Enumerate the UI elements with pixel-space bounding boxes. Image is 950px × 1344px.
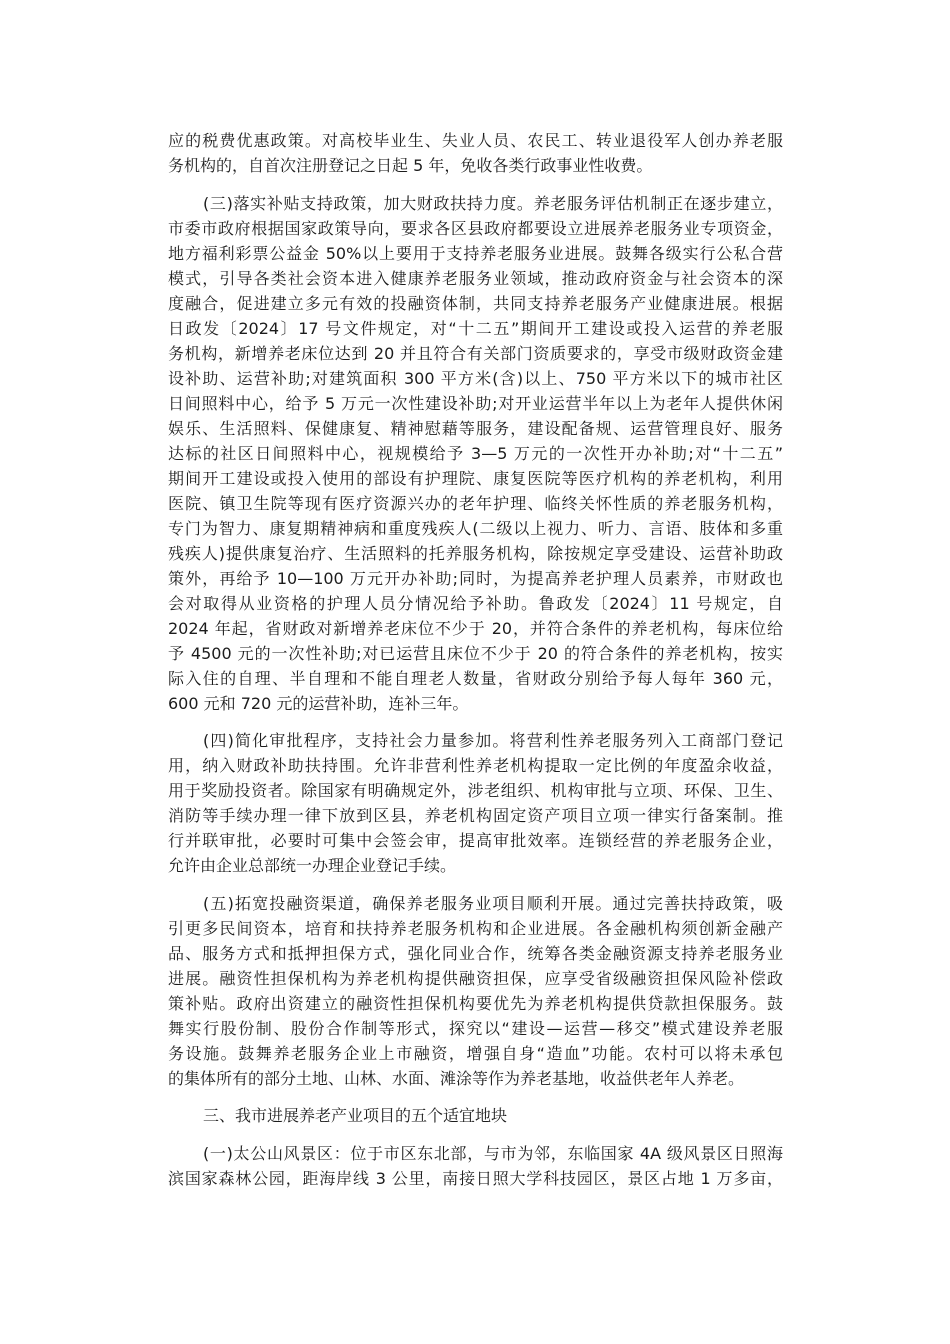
text-line: (五)拓宽投融资渠道，确保养老服务业项目顺利开展。通过完善扶持政策，吸: [203, 893, 783, 913]
text-line: 引更多民间资本，培育和扶持养老服务机构和企业进展。各金融机构须创新金融产: [168, 918, 783, 938]
text-line: (四)简化审批程序，支持社会力量参加。将营利性养老服务列入工商部门登记: [203, 731, 783, 750]
text-line: 地方福利彩票公益金 50%以上要用于支持养老服务业进展。鼓舞各级实行公私合营: [168, 243, 783, 263]
text-line: 务设施。鼓舞养老服务企业上市融资，增强自身“造血”功能。农村可以将未承包: [168, 1043, 783, 1063]
text-line: 进展。融资性担保机构为养老机构提供融资担保，应享受省级融资担保风险补偿政: [168, 968, 783, 988]
text-line: 际入住的自理、半自理和不能自理老人数量，省财政分别给予每人每年 360 元，: [168, 668, 783, 688]
text-line: 专门为智力、康复期精神病和重度残疾人(二级以上视力、听力、言语、肢体和多重: [168, 518, 783, 538]
text-line: 品、服务方式和抵押担保方式，强化同业合作，统筹各类金融资源支持养老服务业: [168, 943, 783, 963]
text-line: 策补贴。政府出资建立的融资性担保机构要优先为养老机构提供贷款担保服务。鼓: [168, 993, 783, 1013]
text-line: 2024 年起，省财政对新增养老床位不少于 20，并符合条件的养老机构，每床位给: [168, 618, 783, 638]
text-line: 策外，再给予 10—100 万元开办补助;同时，为提高养老护理人员素养，市财政也: [168, 568, 783, 588]
text-line: 模式，引导各类社会资本进入健康养老服务业领域，推动政府资金与社会资本的深: [168, 268, 783, 288]
paragraph: [168, 128, 783, 178]
section-heading: [168, 1103, 783, 1128]
text-line: 行并联审批，必要时可集中会签会审，提高审批效率。连锁经营的养老服务企业，: [168, 831, 783, 850]
text-line: 达标的社区日间照料中心，视规模给予 3—5 万元的一次性开办补助;对“十二五”: [168, 443, 783, 463]
text-line: 设补助、运营补助;对建筑面积 300 平方米(含)以上、750 平方米以下的城市社区: [168, 368, 783, 388]
text-line: 消防等手续办理一律下放到区县，养老机构固定资产项目立项一律实行备案制。推: [168, 806, 783, 825]
text-line: 舞实行股份制、股份合作制等形式，探究以“建设—运营—移交”模式建设养老服: [168, 1018, 783, 1038]
text-line: 应的税费优惠政策。对高校毕业生、失业人员、农民工、转业退役军人创办养老服: [168, 131, 783, 150]
text-line: 用于奖励投资者。除国家有明确规定外，涉老组织、机构审批与立项、环保、卫生、: [168, 781, 783, 800]
paragraph: [168, 1141, 783, 1191]
text-line: 日政发〔2024〕17 号文件规定，对“十二五”期间开工建设或投入运营的养老服: [168, 318, 783, 338]
text-line: 用，纳入财政补助扶持围。允许非营利性养老机构提取一定比例的年度盈余收益，: [168, 756, 783, 775]
text-line: 的集体所有的部分土地、山林、水面、滩涂等作为养老基地，收益供老年人养老。: [168, 1068, 745, 1088]
text-line: 600 元和 720 元的运营补助，连补三年。: [168, 693, 469, 713]
document-body: [168, 128, 783, 1203]
paragraph: [168, 728, 783, 878]
text-line: (三)落实补贴支持政策，加大财政扶持力度。养老服务评估机制正在逐步建立，: [203, 193, 783, 213]
text-line: 残疾人)提供康复治疗、生活照料的托养服务机构，除按规定享受建设、运营补助政: [168, 543, 783, 563]
text-line: 娱乐、生活照料、保健康复、精神慰藉等服务，建设配备规、运营管理良好、服务: [168, 418, 783, 438]
text-line: 滨国家森林公园，距海岸线 3 公里，南接日照大学科技园区，景区占地 1 万多亩，: [168, 1168, 783, 1188]
text-line: 务机构，新增养老床位达到 20 并且符合有关部门资质要求的，享受市级财政资金建: [168, 343, 783, 363]
text-line: 市委市政府根据国家政策导向，要求各区县政府都要设立进展养老服务业专项资金，: [168, 218, 783, 238]
text-line: 会对取得从业资格的护理人员分情况给予补助。鲁政发〔2024〕11 号规定，自: [168, 593, 783, 613]
text-line: 三、我市进展养老产业项目的五个适宜地块: [203, 1106, 508, 1125]
text-line: 度融合，促进建立多元有效的投融资体制，共同支持养老服务产业健康进展。根据: [168, 293, 783, 313]
text-line: 期间开工建设或投入使用的部设有护理院、康复医院等医疗机构的养老机构，利用: [168, 468, 783, 488]
text-line: (一)太公山风景区：位于市区东北部，与市为邻，东临国家 4A 级风景区日照海: [203, 1143, 783, 1163]
text-line: 医院、镇卫生院等现有医疗资源兴办的老年护理、临终关怀性质的养老服务机构，: [168, 493, 783, 513]
text-line: 务机构的，自首次注册登记之日起 5 年，免收各类行政事业性收费。: [168, 156, 653, 175]
text-line: 予 4500 元的一次性补助;对已运营且床位不少于 20 的符合条件的养老机构，按实: [168, 643, 783, 663]
text-line: 日间照料中心，给予 5 万元一次性建设补助;对开业运营半年以上为老年人提供休闲: [168, 393, 783, 413]
text-line: 允许由企业总部统一办理企业登记手续。: [168, 856, 457, 875]
paragraph: [168, 891, 783, 1091]
paragraph: [168, 191, 783, 716]
